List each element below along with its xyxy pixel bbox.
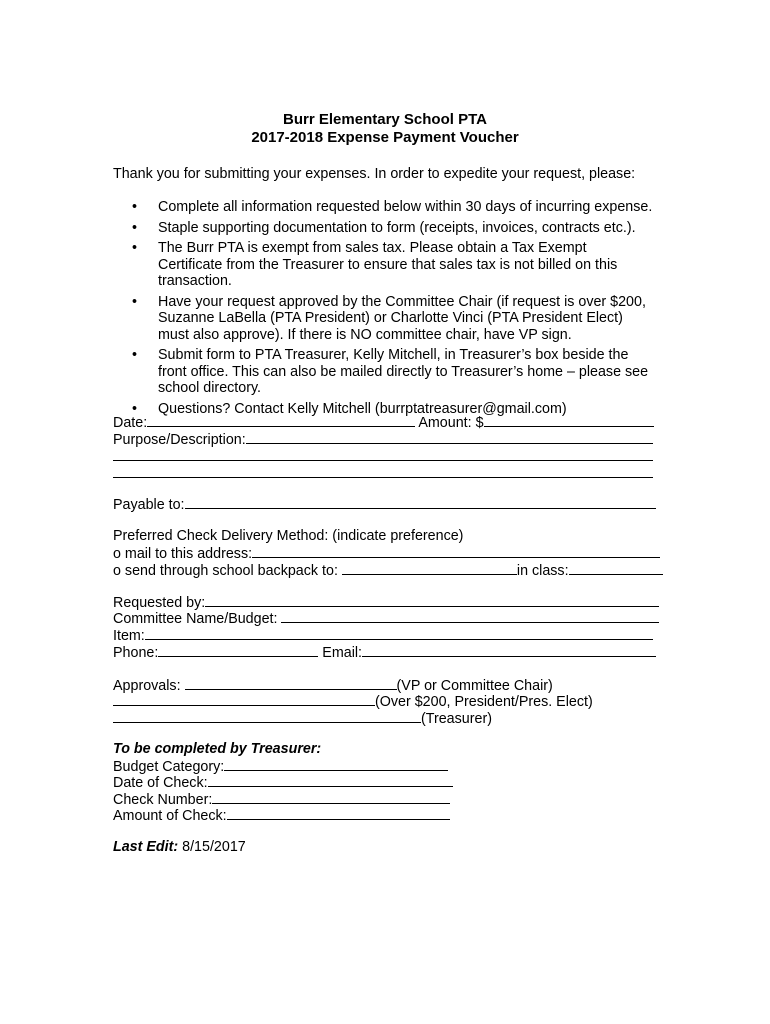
mail-address-field[interactable]	[252, 544, 660, 558]
purpose-field-line-3[interactable]	[113, 477, 653, 478]
phone-field[interactable]	[158, 643, 318, 657]
class-field[interactable]	[569, 561, 663, 575]
approvals-label: Approvals:	[113, 678, 185, 694]
instruction-item: • Complete all information requested below within 30 days of incurring expense.	[113, 199, 653, 216]
email-label: Email:	[318, 645, 363, 661]
document-title: Burr Elementary School PTA	[283, 111, 487, 128]
check-number-field[interactable]	[212, 790, 450, 804]
check-number-label: Check Number:	[113, 792, 213, 808]
payable-label: Payable to:	[113, 497, 185, 513]
amount-label: Amount: $	[418, 415, 484, 431]
payable-row	[113, 495, 656, 514]
check-amount-field[interactable]	[227, 806, 450, 820]
check-date-label: Date of Check:	[113, 775, 208, 791]
amount-field[interactable]	[484, 413, 654, 427]
committee-field[interactable]	[281, 609, 659, 623]
item-label: Item:	[113, 628, 145, 644]
instruction-item: • Staple supporting documentation to form (receipts, invoices, contracts etc.).	[113, 220, 653, 237]
phone-label: Phone:	[113, 645, 159, 661]
payable-field[interactable]	[185, 495, 656, 509]
approval-vp-caption: (VP or Committee Chair)	[396, 678, 553, 694]
approval-treasurer-caption: (Treasurer)	[421, 711, 492, 727]
requested-field[interactable]	[205, 593, 659, 607]
last-edit-date: 8/15/2017	[178, 839, 246, 855]
backpack-option-label[interactable]: o send through school backpack to:	[113, 563, 342, 579]
approval-president-signature[interactable]	[113, 692, 375, 706]
document-subtitle: 2017-2018 Expense Payment Voucher	[251, 129, 519, 146]
class-label: in class:	[516, 563, 569, 579]
approval-treasurer-row	[113, 709, 492, 728]
date-field[interactable]	[147, 413, 415, 427]
committee-label: Committee Name/Budget:	[113, 611, 282, 627]
budget-category-label: Budget Category:	[113, 759, 225, 775]
backpack-row	[113, 561, 663, 580]
intro-text: Thank you for submitting your expenses. In order to expedite your request, please:	[113, 166, 636, 182]
phone-email-row	[113, 643, 656, 662]
instruction-item: • The Burr PTA is exempt from sales tax. Please obtain a Tax Exempt Certificate from the Treasurer to ensure that sales tax is not billed on this transaction.	[113, 240, 653, 290]
purpose-row	[113, 430, 653, 449]
approval-treasurer-signature[interactable]	[113, 709, 421, 723]
last-edit	[113, 839, 246, 856]
instruction-list	[113, 199, 653, 421]
purpose-field[interactable]	[246, 430, 653, 444]
treasurer-heading: To be completed by Treasurer:	[113, 741, 322, 757]
date-label: Date:	[113, 415, 148, 431]
check-amount-label: Amount of Check:	[113, 808, 227, 824]
check-amount-row	[113, 806, 450, 825]
approval-president-caption: (Over $200, President/Pres. Elect)	[375, 694, 593, 710]
mail-option-label[interactable]: o mail to this address:	[113, 546, 253, 562]
last-edit-label: Last Edit:	[113, 839, 179, 855]
instruction-item: • Have your request approved by the Committee Chair (if request is over $200, Suzanne LaBella (PTA President) or Charlotte Vinci (PTA President Elect) must also approve). If there is NO committee chair, have VP sign.	[113, 294, 653, 344]
item-field[interactable]	[145, 626, 653, 640]
instruction-item: • Questions? Contact Kelly Mitchell (burrptatreasurer@gmail.com)	[113, 401, 653, 418]
requested-label: Requested by:	[113, 595, 206, 611]
email-field[interactable]	[362, 643, 656, 657]
backpack-name-field[interactable]	[342, 561, 517, 575]
approval-vp-signature[interactable]	[185, 676, 397, 690]
purpose-label: Purpose/Description:	[113, 432, 246, 448]
budget-category-field[interactable]	[224, 757, 448, 771]
instruction-item: • Submit form to PTA Treasurer, Kelly Mitchell, in Treasurer’s box beside the front office. This can also be mailed directly to Treasurer’s home – please see school directory.	[113, 347, 653, 397]
purpose-field-line-2[interactable]	[113, 460, 653, 461]
delivery-heading: Preferred Check Delivery Method: (indicate preference)	[113, 528, 464, 544]
check-date-field[interactable]	[208, 773, 453, 787]
